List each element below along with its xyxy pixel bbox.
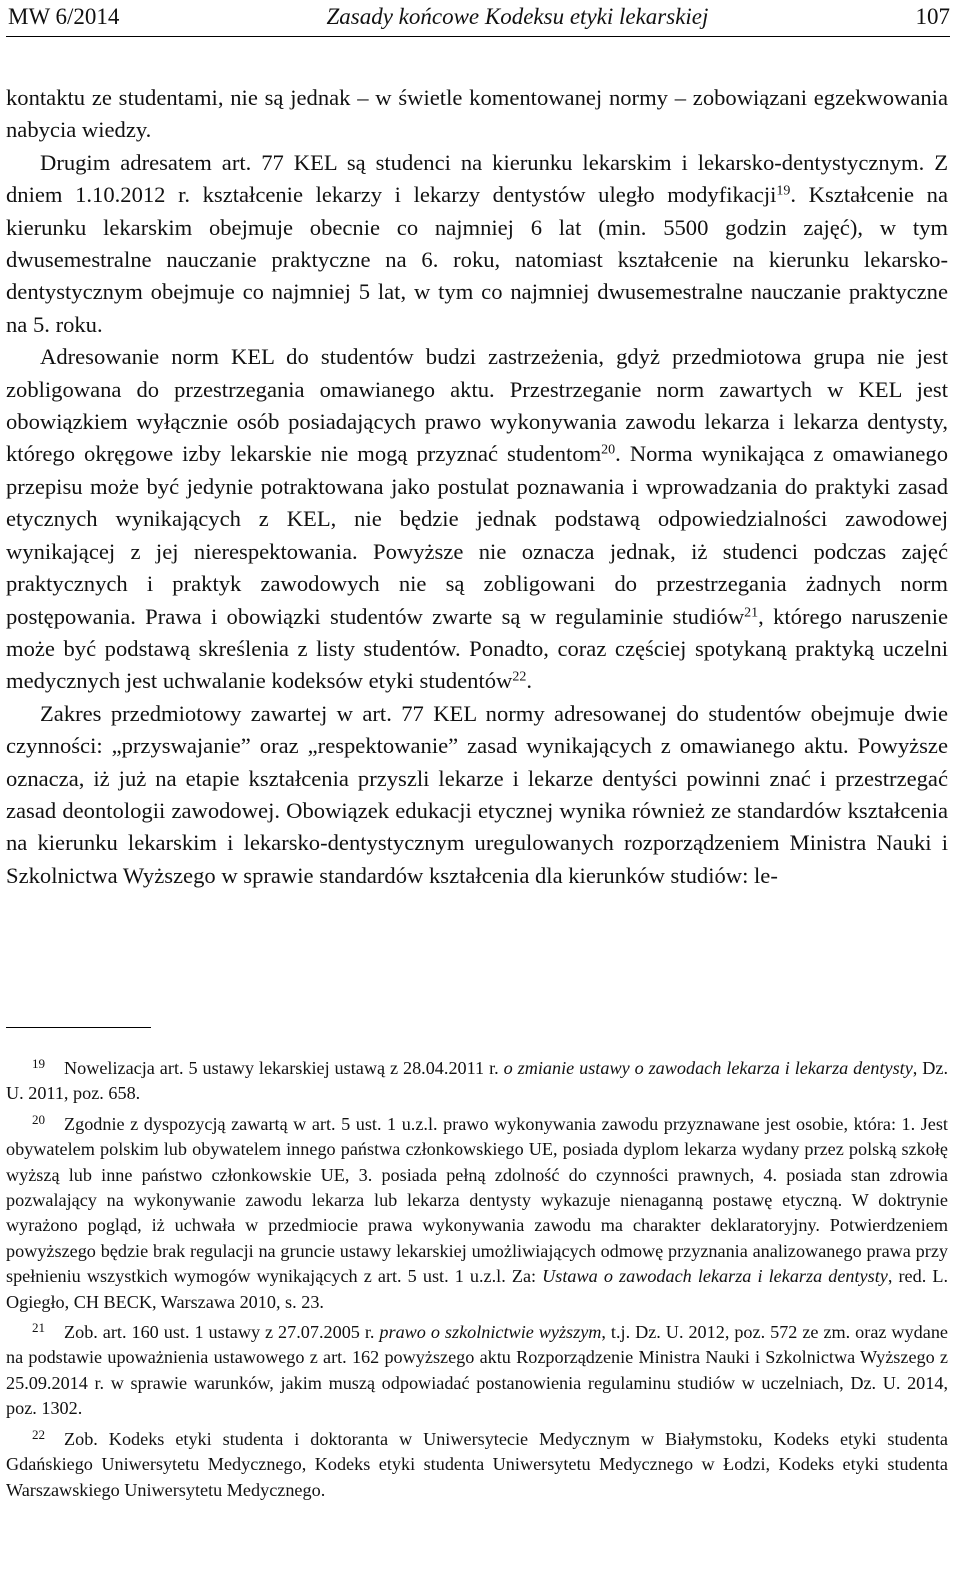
header-rule: [6, 36, 950, 37]
footnote-italic-title: o zmianie ustawy o zawodach lekarza i lekarza dentysty: [503, 1058, 913, 1078]
paragraph-4: Zakres przedmiotowy zawartej w art. 77 KEL normy adresowanej do studentów obejmuje dwie czynności: „przyswajanie” oraz „respektowanie” zasad wynikających z omawianego aktu. Powyższe oznacza, iż już na etapie kształcenia przyszli lekarze i lekarze dentyści powinni znać i przestrzegać zasad deontologii zawodowej. Obowiązek edukacji etycznej wynika również ze standardów kształcenia na kierunku lekarskim i lekarsko-dentystycznym uregulowanych rozporządzeniem Ministra Nauki i Szkolnictwa Wyższego w sprawie standardów kształcenia dla kierunków studiów: le-: [6, 700, 948, 888]
page-number: 107: [915, 4, 950, 29]
footnote-italic-title: Ustawa o zawodach lekarza i lekarza dentysty: [542, 1266, 888, 1287]
paragraph-3-text-c: , którego naruszenie może być podstawą skreślenia z listy studentów. Ponadto, coraz częściej spotykaną praktyką uczelni medycznych jest uchwalanie kodeksów etyki studentów: [6, 603, 949, 694]
footnote-ref-20[interactable]: 20: [601, 442, 616, 458]
footnote-text: , t.j. Dz. U. 2012, poz. 572 ze zm. oraz wydane na podstawie upoważnienia ustawowego z art. 162 powyższego aktu Rozporządzenie Ministra Nauki i Szkolnictwa Wyższego z 25.09.2014 r. w sprawie warunków, jakim muszą odpowiadać postanowienia regulaminu studiów w uczelniach, Dz. U. 2014, poz. 1302.: [6, 1322, 948, 1419]
journal-issue: MW 6/2014: [8, 4, 120, 29]
footnote-19: $^{19}$ Nowelizacja art. 5 ustawy lekarskiej ustawą z 28.04.2011 r. o zmianie ustawy o zawodach lekarza i lekarza dentysty, Dz. U. 2011, poz. 658.: [6, 1056, 949, 1104]
footnote-separator: [6, 1027, 151, 1028]
footnote-20: $^{20}$ Zgodnie z dyspozycją zawartą w art. 5 ust. 1 u.z.l. prawo wykonywania zawodu przyznawane jest osobie, która: 1. Jest obywatelem polskim lub obywatelem innego państwa członkowskiego UE, posiada dyplom lekarza wydany przez polską szkołę wyższą lub inne państwo członkowskie UE, 3. posiada pełną zdolność do czynności prawnych, 4. posiada stan zdrowia pozwalający na wykonywanie zawodu lekarza lub lekarza dentysty wykazuje nienaganną postawę etyczną. W doktrynie wyrażono pogląd, iż uchwała w przedmiocie prawa wykonywania zawodu ma charakter deklaratoryjny. Potwierdzeniem powyższego będzie brak regulacji na gruncie ustawy lekarskiej umożliwiających odmowę przyznania analizowanego prawa przy spełnieniu wszystkich wymogów wynikających z art. 5 ust. 1 u.z.l. Za: Ustawa o zawodach lekarza i lekarza dentysty, red. L. Ogiegło, CH BECK, Warszawa 2010, s. 23.: [6, 1111, 948, 1312]
footnote-text: , Dz. U. 2011, poz. 658.: [6, 1058, 949, 1104]
paragraph-3-text-a: Adresowanie norm KEL do studentów budzi zastrzeżenia, gdyż przedmiotowa grupa nie jest zobligowana do przestrzegania omawianego aktu. Przestrzeganie norm zawartych w KEL jest obowiązkiem wyłącznie osób posiadających prawo wykonywania zawodu lekarza i lekarza dentysty, którego okręgowe izby lekarskie nie mogą przyznać studentom: [6, 344, 948, 467]
paragraph-2: [6, 147, 948, 341]
main-text: [6, 82, 948, 892]
paragraph-3-text-d: .: [526, 668, 532, 694]
paragraph-3: [6, 341, 948, 697]
article-title: Zasady końcowe Kodeksu etyki lekarskiej: [326, 4, 709, 29]
footnote-text: Zob. Kodeks etyki studenta i doktoranta w Uniwersytecie Medycznym w Białymstoku, Kodeks etyki studenta Gdańskiego Uniwersytetu Medycznego, Kodeks etyki studenta Uniwersytetu Medycznego w Łodzi, Kodeks etyki studenta Warszawskiego Uniwersytetu Medycznego.: [6, 1428, 948, 1500]
paragraph-2-text-a: Drugim adresatem art. 77 KEL są studenci na kierunku lekarskim i lekarsko-dentystycznym. Z dniem 1.10.2012 r. kształcenie lekarzy i lekarzy dentystów uległo modyfikacji: [6, 149, 948, 208]
footnote-ref-22[interactable]: 22: [512, 669, 527, 685]
footnotes: [6, 1056, 948, 1503]
footnote-21: $^{21}$ Zob. art. 160 ust. 1 ustawy z 27.07.2005 r. prawo o szkolnictwie wyższym, t.j. Dz. U. 2012, poz. 572 ze zm. oraz wydane na podstawie upoważnienia ustawowego z art. 162 powyższego aktu Rozporządzenie Ministra Nauki i Szkolnictwa Wyższego z 25.09.2014 r. w sprawie warunków, jakim muszą odpowiadać postanowienia regulaminu studiów w uczelniach, Dz. U. 2014, poz. 1302.: [6, 1320, 948, 1419]
footnote-text: Zob. art. 160 ust. 1 ustawy z 27.07.2005 r.: [64, 1322, 380, 1343]
footnote-text: Nowelizacja art. 5 ustawy lekarskiej ustawą z 28.04.2011 r.: [64, 1058, 504, 1078]
paragraph-2-text-b: . Kształcenie na kierunku lekarskim obejmuje obecnie co najmniej 6 lat (min. 5500 godzin zajęć), w tym dwusemestralne nauczanie praktyczne na 6. roku, natomiast kształcenie na kierunku lekarsko-dentystycznym obejmuje co najmniej 5 lat, w tym co najmniej dwusemestralne nauczanie praktyczne na 5. roku.: [6, 182, 948, 337]
footnote-ref-21[interactable]: 21: [744, 604, 759, 620]
paragraph-3-text-b: . Norma wynikająca z omawianego przepisu może być jedynie potraktowana jako postulat poznawania i wprowadzania do praktyki zasad etycznych wynikających z KEL, nie będzie jednak podstawą odpowiedzialności zawodowej wynikającej z jej nierespektowania. Powyższe nie oznacza jednak, iż studenci podczas zajęć praktycznych i praktyk zawodowych nie są zobligowani do przestrzegania żadnych norm postępowania. Prawa i obowiązki studentów zwarte są w regulaminie studiów: [6, 441, 948, 629]
running-header: [8, 0, 950, 34]
footnote-text: Zgodnie z dyspozycją zawartą w art. 5 ust. 1 u.z.l. prawo wykonywania zawodu przyznawane jest osobie, która: 1. Jest obywatelem polskim lub obywatelem innego państwa członkowskiego UE, posiada dyplom lekarza wydany przez polską szkołę wyższą lub inne państwo członkowskie UE, 3. posiada pełną zdolność do czynności prawnych, 4. posiada stan zdrowia pozwalający na wykonywanie zawodu lekarza lub lekarza dentysty wykazuje nienaganną postawę etyczną. W doktrynie wyrażono pogląd, iż uchwała w przedmiocie prawa wykonywania zawodu ma charakter deklaratoryjny. Potwierdzeniem powyższego będzie brak regulacji na gruncie ustawy lekarskiej umożliwiających odmowę przyznania analizowanego prawa przy spełnieniu wszystkich wymogów wynikających z art. 5 ust. 1 u.z.l. Za:: [6, 1113, 948, 1287]
footnote-ref-19[interactable]: 19: [776, 183, 791, 199]
paragraph-1: kontaktu ze studentami, nie są jednak – w świetle komentowanej normy – zobowiązani egzekwowania nabycia wiedzy.: [6, 85, 948, 143]
footnote-text: , red. L. Ogiegło, CH BECK, Warszawa 2010, s. 23.: [6, 1266, 948, 1312]
footnote-italic-title: prawo o szkolnictwie wyższym: [379, 1322, 602, 1343]
footnote-22: $^{22}$ Zob. Kodeks etyki studenta i doktoranta w Uniwersytecie Medycznym w Białymstoku, Kodeks etyki studenta Gdańskiego Uniwersytetu Medycznego, Kodeks etyki studenta Uniwersytetu Medycznego w Łodzi, Kodeks etyki studenta Warszawskiego Uniwersytetu Medycznego.: [6, 1426, 948, 1500]
